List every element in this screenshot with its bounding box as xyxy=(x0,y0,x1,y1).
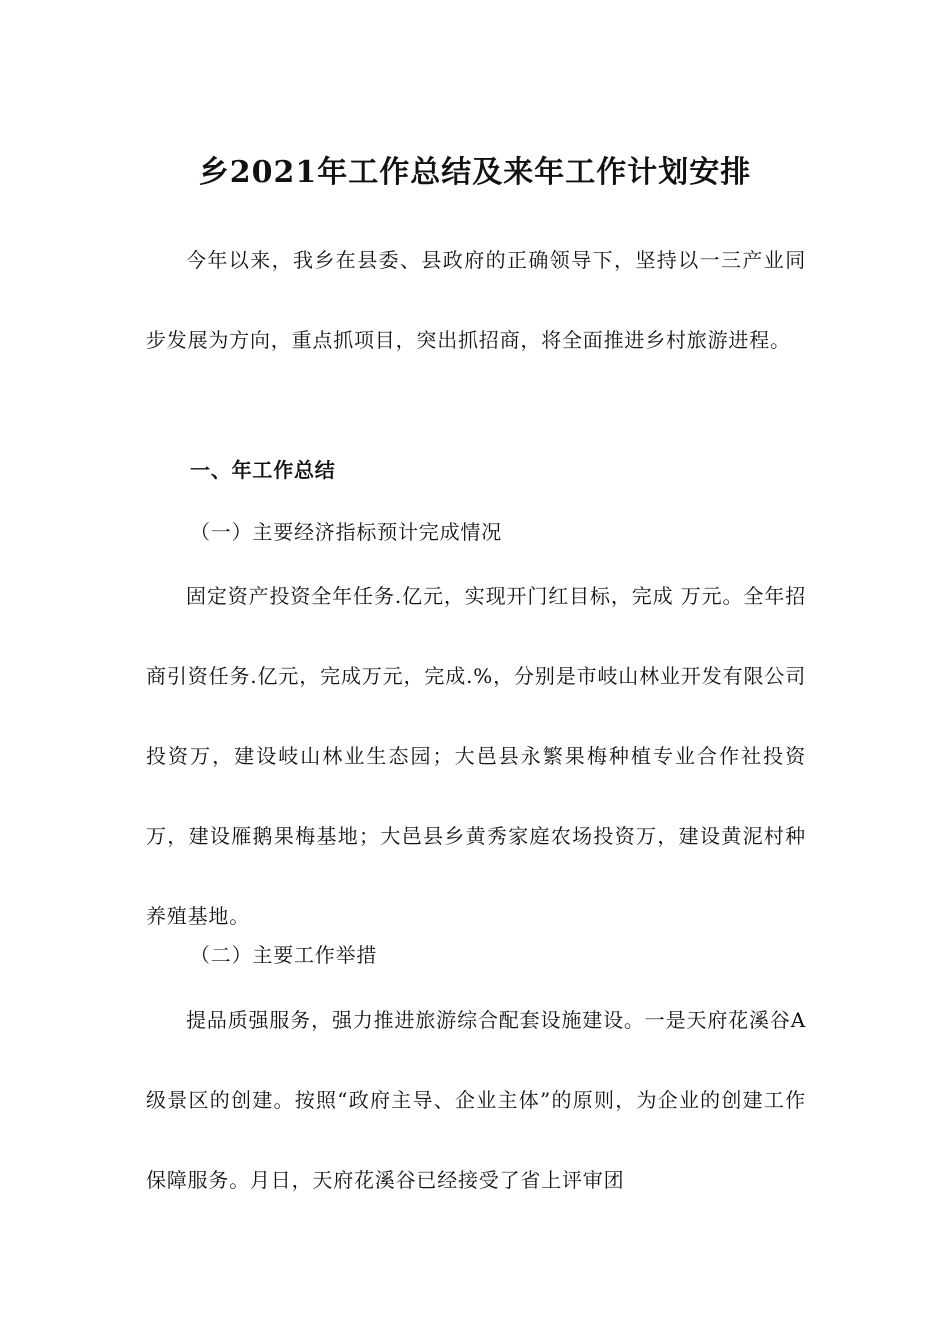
measures-paragraph: 提品质强服务，强力推进旅游综合配套设施建设。一是天府花溪谷A级景区的创建。按照“政府主导、企业主体”的原则，为企业的创建工作保障服务。月日，天府花溪谷已经接受了省上评审团 xyxy=(146,1008,806,1192)
intro-paragraph: 今年以来，我乡在县委、县政府的正确领导下，坚持以一三产业同步发展为方向，重点抓项目，突出抓招商，将全面推进乡村旅游进程。 xyxy=(146,248,806,352)
document-title: 乡2021年工作总结及来年工作计划安排 xyxy=(198,155,752,191)
section-heading-summary: 一、年工作总结 xyxy=(190,458,336,482)
subsection-heading-indicators: （一）主要经济指标预计完成情况 xyxy=(190,520,502,544)
indicators-paragraph: 固定资产投资全年任务.亿元，实现开门红目标，完成 万元。全年招商引资任务.亿元，完成万元，完成.%，分别是市岐山林业开发有限公司投资万，建设岐山林业生态园；大邑县永繁果梅种植专业合作社投资万，建设雁鹅果梅基地；大邑县乡黄秀家庭农场投资万，建设黄泥村种养殖基地。 xyxy=(146,584,806,928)
subsection-heading-measures: （二）主要工作举措 xyxy=(190,943,378,967)
